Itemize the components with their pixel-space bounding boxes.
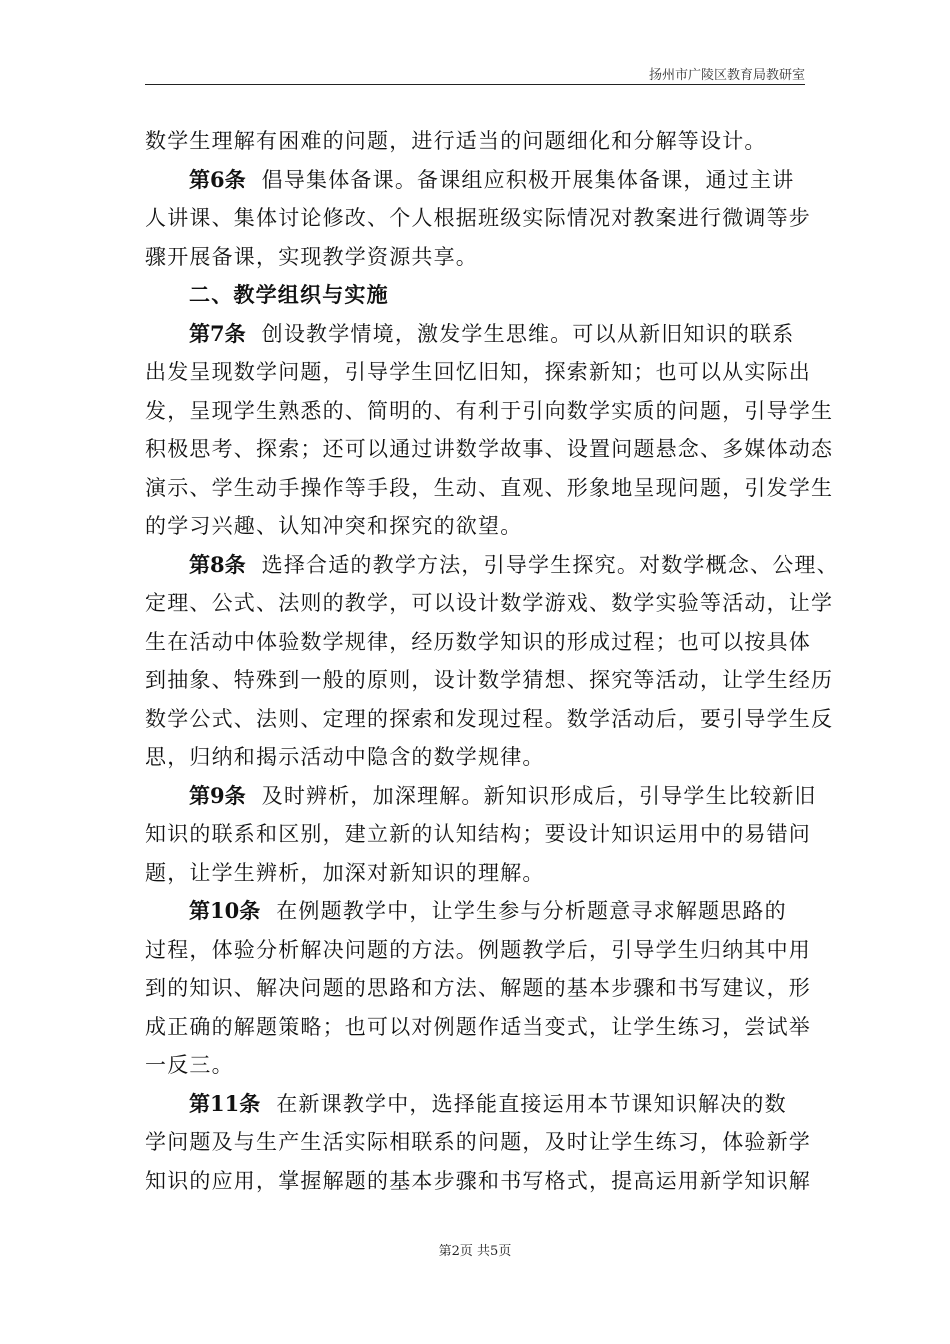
- article-6: [145, 161, 810, 277]
- text-line: 发，呈现学生熟悉的、简明的、有利于引向数学实质的问题，引导学生: [145, 398, 834, 423]
- text-line: 创设教学情境，激发学生思维。可以从新旧知识的联系: [261, 321, 795, 346]
- text-line: 一反三。: [145, 1053, 234, 1077]
- text-line: 在新课教学中，选择能直接运用本节课知识解决的数: [276, 1091, 787, 1116]
- text-line: 积极思考、探索；还可以通过讲数学故事、设置问题悬念、多媒体动态: [145, 437, 834, 461]
- text-line: 骤开展备课，实现教学资源共享。: [145, 244, 478, 269]
- text-line: 数学生理解有困难的问题，进行适当的问题细化和分解等设计。: [145, 129, 767, 153]
- text-line: 到的知识、解决问题的思路和方法、解题的基本步骤和书写建议，形: [145, 976, 811, 1000]
- text-line: 题，让学生辨析，加深对新知识的理解。: [145, 860, 545, 885]
- page-number: 第2页 共5页: [438, 1244, 512, 1259]
- article-10: [145, 892, 810, 1085]
- text-line: 的学习兴趣、认知冲突和探究的欲望。: [145, 514, 523, 538]
- paragraph-continuation: [145, 122, 810, 161]
- text-line: 及时辨析，加深理解。新知识形成后，引导学生比较新旧: [261, 783, 817, 808]
- text-line: 人讲课、集体讨论修改、个人根据班级实际情况对教案进行微调等步: [145, 206, 811, 230]
- article-number: 第8条: [189, 551, 246, 577]
- page-header: [145, 62, 805, 85]
- text-line: 知识的应用，掌握解题的基本步骤和书写格式，提高运用新学知识解: [145, 1168, 811, 1193]
- document-body: [145, 122, 839, 1200]
- article-9: [145, 777, 817, 893]
- text-line: 选择合适的教学方法，引导学生探究。对数学概念、公理、: [261, 552, 839, 577]
- text-line: 思，归纳和揭示活动中隐含的数学规律。: [145, 745, 545, 769]
- article-number: 第7条: [189, 320, 246, 346]
- article-number: 第6条: [189, 166, 246, 192]
- text-line: 在例题教学中，让学生参与分析题意寻求解题思路的: [276, 899, 787, 923]
- text-line: 倡导集体备课。备课组应积极开展集体备课，通过主讲: [261, 167, 795, 192]
- article-7: [145, 315, 834, 546]
- article-number: 第9条: [189, 782, 246, 808]
- text-line: 学问题及与生产生活实际相联系的问题，及时让学生练习，体验新学: [145, 1130, 811, 1154]
- text-line: 演示、学生动手操作等手段，生动、直观、形象地呈现问题，引发学生: [145, 475, 834, 500]
- article-11: [145, 1085, 810, 1201]
- section-title: 二、教学组织与实施: [189, 282, 389, 307]
- text-line: 过程，体验分析解决问题的方法。例题教学后，引导学生归纳其中用: [145, 937, 811, 962]
- page-footer: [0, 1240, 950, 1259]
- text-line: 生在活动中体验数学规律，经历数学知识的形成过程；也可以按具体: [145, 629, 811, 654]
- article-number: 第10条: [189, 898, 261, 923]
- article-8: [145, 546, 839, 777]
- text-line: 出发呈现数学问题，引导学生回忆旧知，探索新知；也可以从实际出: [145, 360, 811, 384]
- text-line: 数学公式、法则、定理的探索和发现过程。数学活动后，要引导学生反: [145, 706, 834, 731]
- text-line: 到抽象、特殊到一般的原则，设计数学猜想、探究等活动，让学生经历: [145, 668, 834, 692]
- section-heading: [145, 276, 810, 315]
- text-line: 定理、公式、法则的教学，可以设计数学游戏、数学实验等活动，让学: [145, 591, 834, 615]
- text-line: 成正确的解题策略；也可以对例题作适当变式，让学生练习，尝试举: [145, 1014, 811, 1039]
- article-number: 第11条: [189, 1090, 261, 1116]
- header-org: 扬州市广陵区教育局教研室: [648, 68, 805, 83]
- text-line: 知识的联系和区别，建立新的认知结构；要设计知识运用中的易错问: [145, 822, 811, 846]
